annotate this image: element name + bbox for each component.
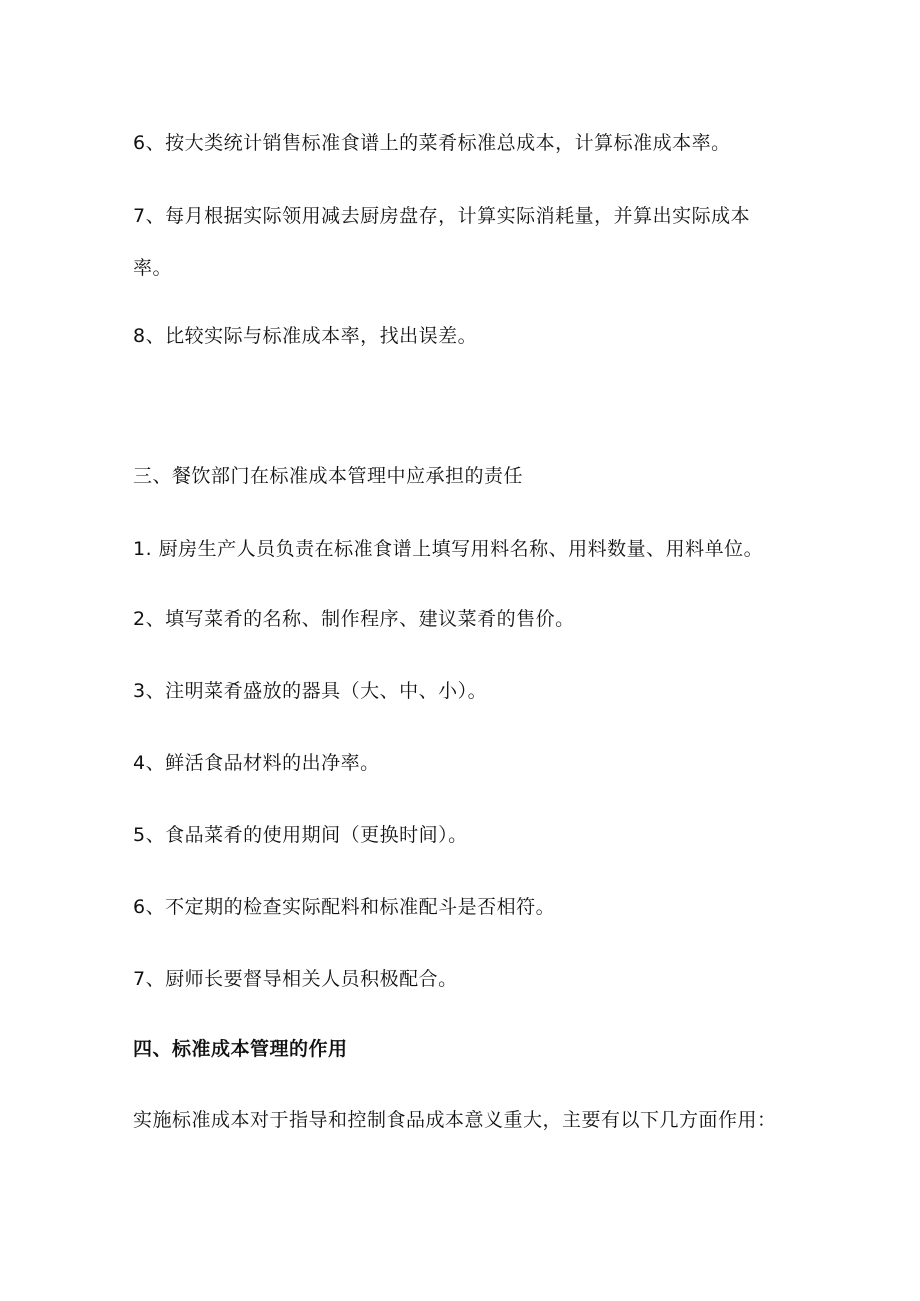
section-3-item-7: 7、厨师长要督导相关人员积极配合。: [133, 968, 458, 990]
paragraph-item-6: 6、按大类统计销售标准食谱上的菜肴标准总成本，计算标准成本率。: [133, 132, 731, 154]
section-3-item-1: 1. 厨房生产人员负责在标准食谱上填写用料名称、用料数量、用料单位。: [133, 538, 764, 560]
section-4-intro: 实施标准成本对于指导和控制食品成本意义重大，主要有以下几方面作用：: [133, 1109, 777, 1131]
paragraph-item-7-continuation: 率。: [133, 257, 173, 279]
section-3-item-2: 2、填写菜肴的名称、制作程序、建议菜肴的售价。: [133, 608, 575, 630]
section-3-item-5: 5、食品菜肴的使用期间（更换时间）。: [133, 824, 468, 846]
section-3-item-3: 3、注明菜肴盛放的器具（大、中、小）。: [133, 680, 488, 702]
section-3-heading: 三、餐饮部门在标准成本管理中应承担的责任: [133, 465, 524, 487]
paragraph-item-8: 8、比较实际与标准成本率，找出误差。: [133, 325, 478, 347]
paragraph-item-7: 7、每月根据实际领用减去厨房盘存，计算实际消耗量，并算出实际成本: [133, 205, 751, 227]
section-3-item-4: 4、鲜活食品材料的出净率。: [133, 752, 380, 774]
section-4-heading: 四、标准成本管理的作用: [133, 1038, 348, 1060]
section-3-item-6: 6、不定期的检查实际配料和标准配斗是否相符。: [133, 896, 556, 918]
